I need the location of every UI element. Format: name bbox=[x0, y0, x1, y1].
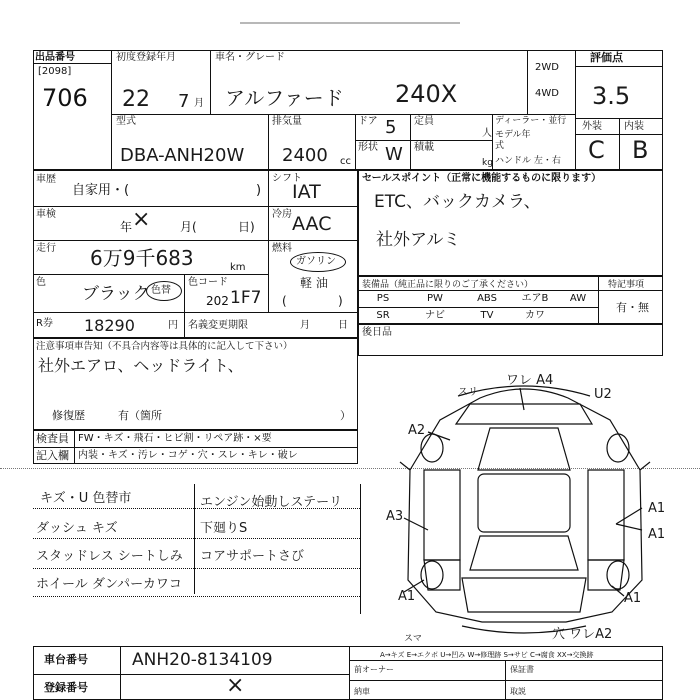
remark-left-1: キズ・U 色替市 bbox=[40, 491, 132, 506]
repair-label: 修復歴 bbox=[52, 409, 85, 422]
diagram-label-a2-left: A2 bbox=[408, 423, 426, 438]
shaken-month: 月( bbox=[180, 220, 197, 234]
footer-box-4: 取説 bbox=[510, 687, 526, 696]
divider bbox=[33, 674, 349, 675]
front-windshield bbox=[478, 428, 570, 470]
lot-number: 706 bbox=[42, 84, 88, 112]
inspector-label: 検査員 bbox=[36, 432, 69, 445]
diagram-label-a1-right-top: A1 bbox=[648, 501, 666, 516]
doors-label: ドア bbox=[358, 116, 378, 127]
notes-value: 社外エアロ、ヘッドライト、 bbox=[38, 356, 244, 375]
exterior-label: 外装 bbox=[582, 121, 602, 132]
capacity-label: 定員 bbox=[414, 116, 434, 127]
load-label: 積載 bbox=[414, 142, 434, 153]
equip-airbag: エアB bbox=[521, 293, 549, 304]
inspector-items: FW・キズ・飛石・ヒビ割・リペア跡・×要 bbox=[78, 433, 272, 444]
first-reg-year: 22 bbox=[122, 87, 150, 112]
capacity-unit: 人 bbox=[482, 128, 492, 139]
fuel-label: 燃料 bbox=[272, 243, 292, 254]
extra-label: 特記事項 bbox=[608, 280, 645, 290]
color-label: 色 bbox=[36, 277, 46, 288]
right-side-panel bbox=[588, 470, 624, 560]
equip-leather: カワ bbox=[525, 310, 545, 321]
damage-pointer bbox=[616, 508, 642, 524]
recycle-label: R券 bbox=[36, 318, 53, 329]
shift-label: シフト bbox=[272, 173, 302, 184]
mirror-left bbox=[400, 462, 410, 470]
remark-left-4: ホイール ダンパーカワコ bbox=[36, 577, 182, 592]
fuel-paren-open: ( bbox=[282, 294, 287, 308]
usage-close: ) bbox=[256, 183, 262, 198]
fuel-paren-close: ) bbox=[338, 294, 343, 308]
shaken-day: 日) bbox=[238, 220, 255, 234]
remark-left-3: スタッドレス シートしみ bbox=[36, 549, 183, 564]
model-label: 型式 bbox=[116, 116, 136, 127]
divider bbox=[120, 646, 121, 700]
sales-point-label: セールスポイント（正常に機能するものに限ります） bbox=[362, 173, 602, 184]
rating-label: 評価点 bbox=[590, 51, 623, 64]
fuel-diesel: 軽 油 bbox=[300, 276, 328, 290]
wheel-rear-right bbox=[607, 561, 629, 589]
dealer-label: ディーラー・並行 bbox=[495, 116, 567, 126]
equip-tv: TV bbox=[480, 310, 494, 321]
interior-label: 内装 bbox=[624, 121, 644, 132]
recycle-value: 18290 bbox=[84, 316, 135, 335]
shape-value: W bbox=[385, 144, 403, 165]
shaken-label: 車検 bbox=[36, 209, 56, 220]
damage-pointer bbox=[616, 524, 642, 530]
ac-value: AAC bbox=[292, 213, 332, 235]
interior-grade: B bbox=[632, 136, 649, 164]
legend: A→キズ E→エクボ U→凹み W→修理跡 S→サビ C→腐食 XX→交換跡 bbox=[380, 651, 594, 659]
month-unit: 月 bbox=[194, 98, 204, 109]
remark-right-2: 下廻りS bbox=[200, 521, 248, 536]
displacement-value: 2400 bbox=[282, 145, 328, 166]
rating-value: 3.5 bbox=[592, 82, 631, 110]
equipment-label: 装備品（純正品に限りのご了承ください） bbox=[362, 280, 534, 290]
sales-point-line2: 社外アルミ bbox=[376, 230, 461, 250]
usage-label: 車歴 bbox=[36, 174, 56, 185]
model-year-label: モデル年式 bbox=[495, 130, 531, 151]
right-rear-panel bbox=[588, 560, 624, 590]
footer-box-2: 納車 bbox=[354, 687, 370, 696]
roof bbox=[478, 474, 570, 532]
repair-value: 有（箇所 bbox=[118, 409, 162, 422]
warranty-label: 名義変更期限 bbox=[188, 320, 248, 331]
diagram-label-a1-right-mid: A1 bbox=[648, 527, 666, 542]
remark-right-1: エンジン始動しステーリ bbox=[200, 495, 343, 510]
color-code-value: 202 bbox=[206, 294, 229, 308]
remark-right-3: コアサポートさび bbox=[200, 549, 305, 564]
mileage-label: 走行 bbox=[36, 243, 56, 254]
warranty-day: 日 bbox=[338, 320, 348, 331]
shaken-year: 年 bbox=[120, 220, 133, 234]
handle-label: ハンドル 左・右 bbox=[495, 156, 561, 166]
car-grade: 240X bbox=[395, 80, 458, 108]
footer-box-3: 保証書 bbox=[510, 665, 534, 674]
color-change: 色替 bbox=[151, 285, 171, 296]
mirror-right bbox=[640, 462, 650, 470]
repair-close: ） bbox=[340, 409, 351, 422]
wheel-front-right bbox=[607, 434, 629, 462]
equip-ps: PS bbox=[376, 293, 390, 304]
diagram-label-suri: スリ bbox=[458, 387, 478, 398]
drive-4wd: 4WD bbox=[535, 88, 559, 99]
equip-aw: AW bbox=[569, 293, 587, 304]
divider bbox=[349, 646, 350, 700]
divider bbox=[349, 680, 663, 681]
chassis-value: ANH20-8134109 bbox=[132, 650, 273, 670]
usage-value: 自家用・( bbox=[72, 183, 130, 198]
car-name-label: 車名・グレード bbox=[215, 52, 285, 63]
equip-navi: ナビ bbox=[425, 310, 445, 321]
warranty-month: 月 bbox=[300, 320, 310, 331]
record-label: 記入欄 bbox=[36, 449, 69, 462]
notes-label: 注意事項車告知（不具合内容等は具体的に記入して下さい） bbox=[36, 341, 293, 352]
first-reg-month: 7 bbox=[178, 91, 190, 112]
shape-label: 形状 bbox=[358, 142, 378, 153]
shaken-mark: × bbox=[132, 207, 151, 232]
wheel-front-left bbox=[421, 434, 443, 462]
load-unit: kg bbox=[482, 158, 493, 168]
ac-label: 冷房 bbox=[272, 209, 292, 220]
divider bbox=[349, 660, 663, 661]
drive-2wd: 2WD bbox=[535, 62, 559, 73]
diagram-label-rear: 穴 ワレA2 bbox=[552, 627, 613, 642]
sales-point-line1: ETC、バックカメラ、 bbox=[374, 192, 541, 212]
color-code-hand: 1F7 bbox=[230, 288, 262, 308]
equip-pw: PW bbox=[427, 293, 443, 304]
first-reg-label: 初度登録年月 bbox=[116, 52, 176, 63]
km-unit: km bbox=[230, 262, 246, 273]
damage-pointer bbox=[428, 432, 450, 440]
rear-window bbox=[470, 536, 578, 570]
chassis-label: 車台番号 bbox=[44, 653, 88, 666]
footer-box-1: 前オーナー bbox=[354, 665, 394, 674]
remark-left-2: ダッシュ キズ bbox=[36, 521, 118, 536]
damage-pointer bbox=[520, 388, 524, 410]
diagram-label-a4: ワレ A4 bbox=[506, 373, 554, 388]
diagram-label-u2: U2 bbox=[594, 387, 612, 402]
model-value: DBA-ANH20W bbox=[120, 145, 245, 166]
left-rear-panel bbox=[424, 560, 460, 590]
car-name: アルファード bbox=[225, 86, 344, 110]
diagram-label-suma: スマ bbox=[404, 634, 422, 644]
extra-value: 有・無 bbox=[616, 301, 649, 314]
displacement-label: 排気量 bbox=[272, 116, 302, 127]
diagram-label-a3: A3 bbox=[386, 509, 404, 524]
shift-value: IAT bbox=[292, 181, 321, 203]
rear-hatch bbox=[462, 578, 586, 612]
yen-unit: 円 bbox=[168, 320, 178, 331]
color-code-label: 色コード bbox=[188, 277, 228, 288]
doors-value: 5 bbox=[385, 117, 397, 138]
equip-abs: ABS bbox=[477, 293, 497, 304]
equip-sr: SR bbox=[376, 310, 390, 321]
record-items: 内装・キズ・汚レ・コゲ・穴・スレ・キレ・破レ bbox=[78, 450, 298, 461]
exterior-grade: C bbox=[588, 136, 605, 164]
color-value: ブラック bbox=[82, 284, 150, 304]
auction-code: [2098] bbox=[38, 66, 72, 77]
wheel-rear-left bbox=[421, 561, 443, 589]
rear-seat-label: 後日品 bbox=[362, 327, 392, 338]
diagram-label-a1-left-bottom: A1 bbox=[398, 589, 416, 604]
diagram-label-a1-right-bottom: A1 bbox=[624, 591, 642, 606]
auction-label: 出品番号 bbox=[35, 52, 75, 63]
cc-unit: cc bbox=[340, 156, 351, 167]
left-side-panel bbox=[424, 470, 460, 560]
fuel-gas: ガソリン bbox=[296, 256, 336, 267]
reg-value: × bbox=[226, 673, 245, 698]
reg-label: 登録番号 bbox=[44, 681, 88, 694]
mileage-value: 6万9千683 bbox=[90, 246, 194, 270]
